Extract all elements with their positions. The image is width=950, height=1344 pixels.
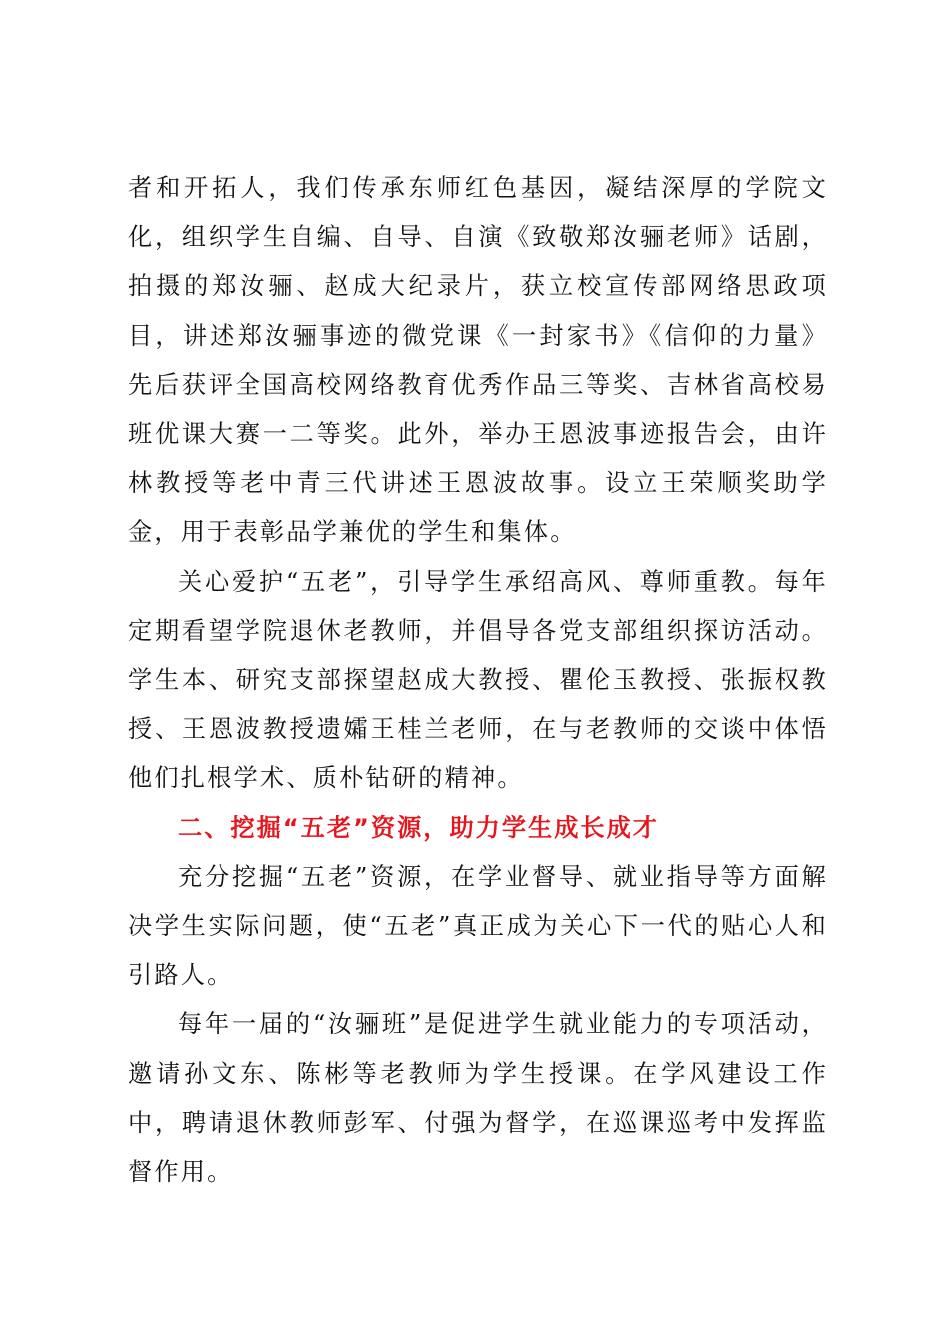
- body-paragraph: 充分挖掘“五老”资源，在学业督导、就业指导等方面解决学生实际问题，使“五老”真正成为关心下一代的贴心人和引路人。: [128, 862, 828, 990]
- section-heading: 二、挖掘“五老”资源，助力学生成长成才: [178, 813, 659, 842]
- body-paragraph: 关心爱护“五老”，引导学生承绍高风、尊师重教。每年定期看望学院退休老教师，并倡导各党支部组织探访活动。学生本、研究支部探望赵成大教授、瞿伦玉教授、张振权教授、王恩波教授遗孀王桂兰老师，在与老教师的交谈中体悟他们扎根学术、质朴钻研的精神。: [128, 567, 828, 793]
- body-paragraph: 者和开拓人，我们传承东师红色基因，凝结深厚的学院文化，组织学生自编、自导、自演《致敬郑汝骊老师》话剧，拍摄的郑汝骊、赵成大纪录片，获立校宣传部网络思政项目，讲述郑汝骊事迹的微党课《一封家书》《信仰的力量》先后获评全国高校网络教育优秀作品三等奖、吉林省高校易班优课大赛一二等奖。此外，举办王恩波事迹报告会，由许林教授等老中青三代讲述王恩波故事。设立王荣顺奖助学金，用于表彰品学兼优的学生和集体。: [128, 174, 828, 547]
- body-paragraph: 每年一届的“汝骊班”是促进学生就业能力的专项活动，邀请孙文东、陈彬等老教师为学生授课。在学风建设工作中，聘请退休教师彭军、付强为督学，在巡课巡考中发挥监督作用。: [128, 1010, 828, 1187]
- document-page: [128, 164, 828, 1197]
